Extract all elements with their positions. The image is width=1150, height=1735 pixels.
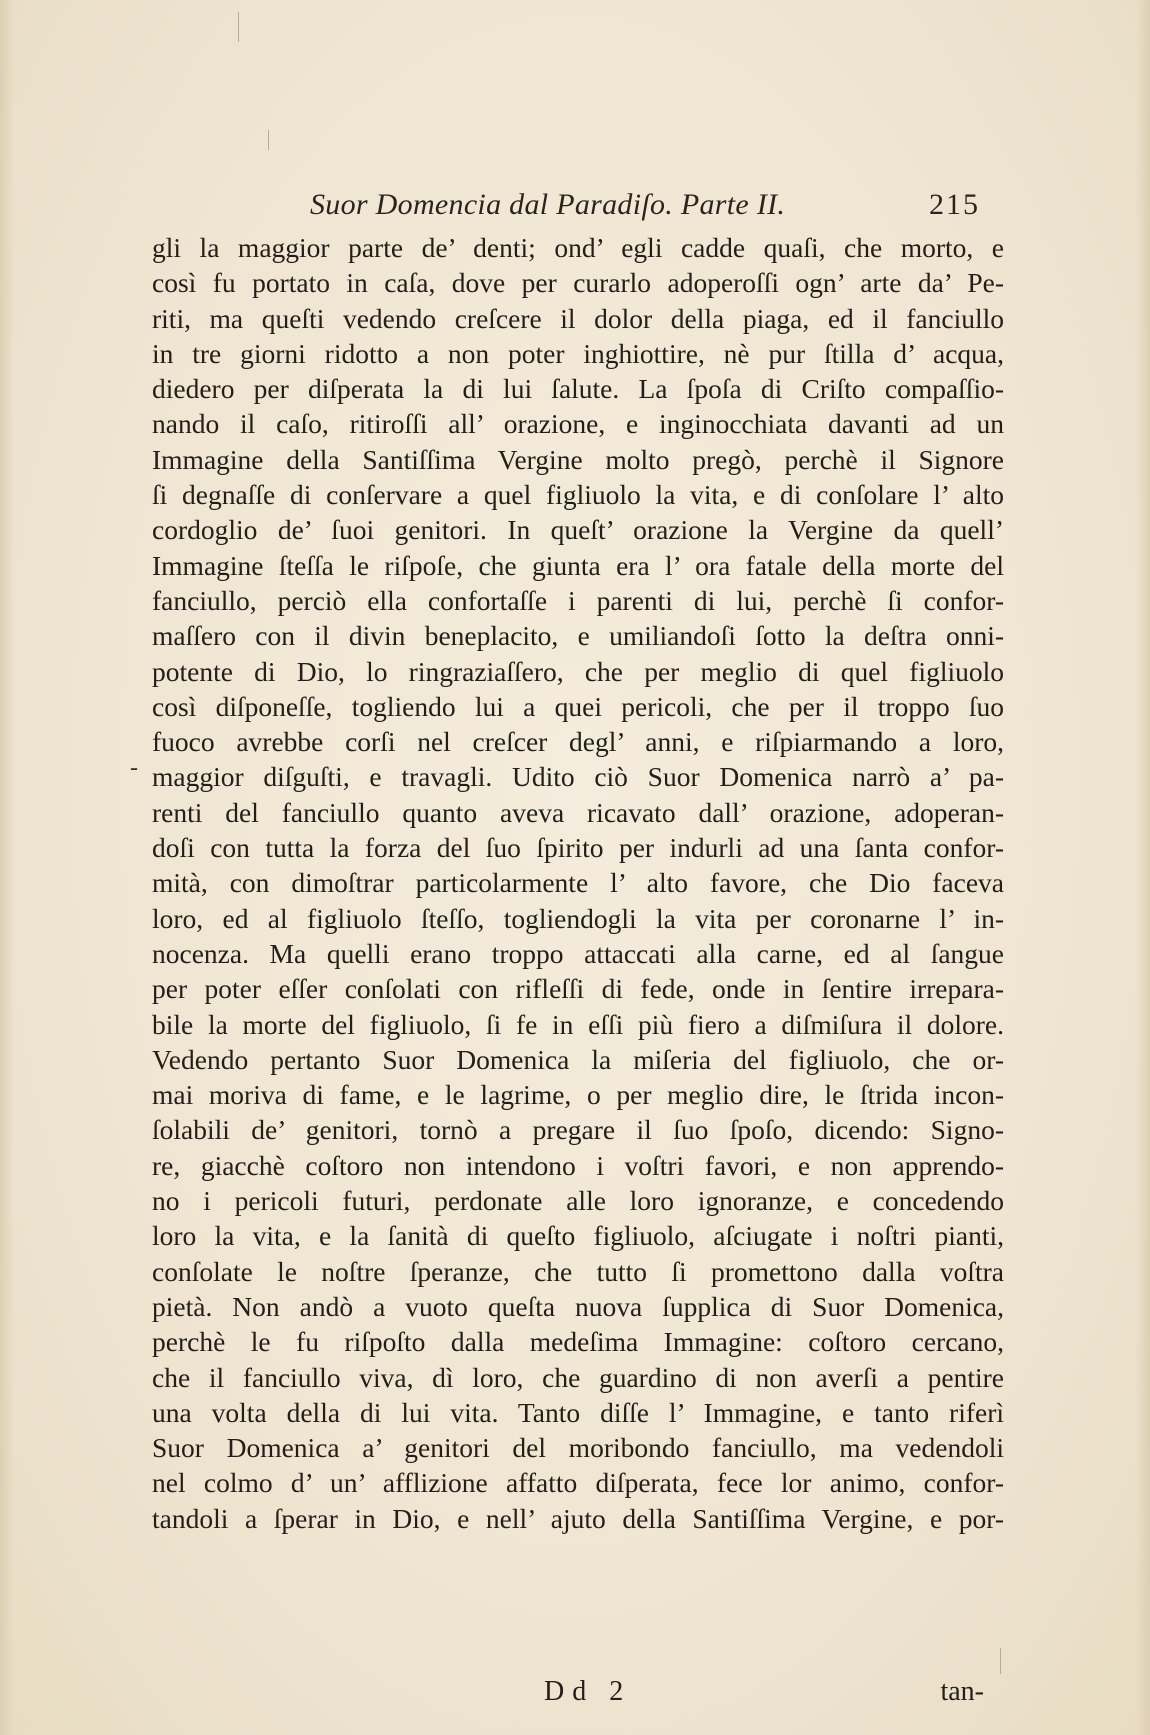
text-line: maſſero con il divin beneplacito, e umiliandoſi ſotto la deſtra onni- [152,620,1004,652]
text-line: diedero per diſperata la di lui ſalute. La ſpoſa di Criſto compaſſio- [152,373,1004,405]
catchword: tan- [940,1676,984,1707]
text-line: mai moriva di fame, e le lagrime, o per meglio dire, le ſtrida incon- [152,1079,1004,1111]
page-footer [152,1676,1004,1716]
text-line: no i pericoli futuri, perdonate alle loro ignoranze, e concedendo [152,1185,1004,1217]
text-line: nel colmo d’ un’ afflizione affatto diſperata, fece lor animo, confor- [152,1467,1004,1499]
text-line: fuoco avrebbe corſi nel creſcer degl’ anni, e riſpiarmando a loro, [152,726,1004,758]
page-edge-left [0,0,14,1735]
text-line: così fu portato in caſa, dove per curarlo adoperoſſi ogn’ arte da’ Pe- [152,267,1004,299]
text-line: mità, con dimoſtrar particolarmente l’ alto favore, che Dio faceva [152,867,1004,899]
signature-mark: Dd 2 [544,1676,632,1707]
text-line: bile la morte del figliuolo, ſi fe in eſſi più fiero a diſmiſura il dolore. [152,1008,1004,1040]
text-line: Immagine della Santiſſima Vergine molto pregò, perchè il Signore [152,443,1004,475]
text-line: che il fanciullo viva, dì loro, che guardino di non averſi a pentire [152,1361,1004,1393]
text-line: nocenza. Ma quelli erano troppo attaccati alla carne, ed al ſangue [152,937,1004,969]
text-line: una volta della di lui vita. Tanto diſſe l’ Immagine, e tanto riferì [152,1396,1004,1428]
text-line: tandoli a ſperar in Dio, e nell’ ajuto della Santiſſima Vergine, e por- [152,1502,1004,1534]
text-line: gli la maggior parte de’ denti; ond’ egli cadde quaſi, che morto, e [152,232,1004,263]
running-title: Suor Domencia dal Paradiſo. Parte II. [310,188,786,221]
text-line: Immagine ſteſſa le riſpoſe, che giunta era l’ ora fatale della morte del [152,549,1004,581]
text-line: potente di Dio, lo ringraziaſſero, che per meglio di quel figliuolo [152,655,1004,687]
text-line: maggior diſguſti, e travagli. Udito ciò Suor Domenica narrò a’ pa- [152,761,1004,793]
paper-blemish [238,12,239,42]
text-line: loro la vita, e la ſanità di queſto figliuolo, aſciugate i noſtri pianti, [152,1220,1004,1252]
body-text [152,230,1004,1536]
text-line: per poter eſſer conſolati con rifleſſi di fede, onde in ſentire irrepara- [152,973,1004,1005]
running-head [310,188,980,228]
text-line: conſolate le noſtre ſperanze, che tutto ſi promettono dalla voſtra [152,1255,1004,1287]
text-line: ſi degnaſſe di conſervare a quel figliuolo la vita, e di conſolare l’ alto [152,479,1004,511]
text-line: loro, ed al figliuolo ſteſſo, togliendogli la vita per coronarne l’ in- [152,902,1004,934]
text-line: renti del fanciullo quanto aveva ricavato dall’ orazione, adoperan- [152,796,1004,828]
text-line: riti, ma queſti vedendo creſcere il dolor della piaga, ed il fanciullo [152,302,1004,334]
text-line: re, giacchè coſtoro non intendono i voſtri favori, e non apprendo- [152,1149,1004,1181]
text-line: Suor Domenica a’ genitori del moribondo fanciullo, ma vedendoli [152,1432,1004,1464]
text-line: così diſponeſſe, togliendo lui a quei pericoli, che per il troppo ſuo [152,690,1004,722]
text-line: fanciullo, perciò ella confortaſſe i parenti di lui, perchè ſi confor- [152,584,1004,616]
text-line: pietà. Non andò a vuoto queſta nuova ſupplica di Suor Domenica, [152,1290,1004,1322]
text-line: doſi con tutta la forza del ſuo ſpirito per indurli ad una ſanta confor- [152,832,1004,864]
text-line: ſolabili de’ genitori, tornò a pregare il ſuo ſpoſo, dicendo: Signo- [152,1114,1004,1146]
text-line: nando il caſo, ritiroſſi all’ orazione, e inginocchiata davanti ad un [152,408,1004,440]
paper-blemish [268,130,269,150]
page-edge-right [1136,0,1150,1735]
text-line: perchè le fu riſpoſto dalla medeſima Immagine: coſtoro cercano, [152,1326,1004,1358]
text-line: in tre giorni ridotto a non poter inghiottire, nè pur ſtilla d’ acqua, [152,337,1004,369]
page-number: 215 [929,188,980,221]
text-line: Vedendo pertanto Suor Domenica la miſeria del figliuolo, che or- [152,1043,1004,1075]
text-line: cordoglio de’ ſuoi genitori. In queſt’ orazione la Vergine da quell’ [152,514,1004,546]
paper-blemish [1000,1648,1001,1674]
margin-mark: - [130,755,138,781]
